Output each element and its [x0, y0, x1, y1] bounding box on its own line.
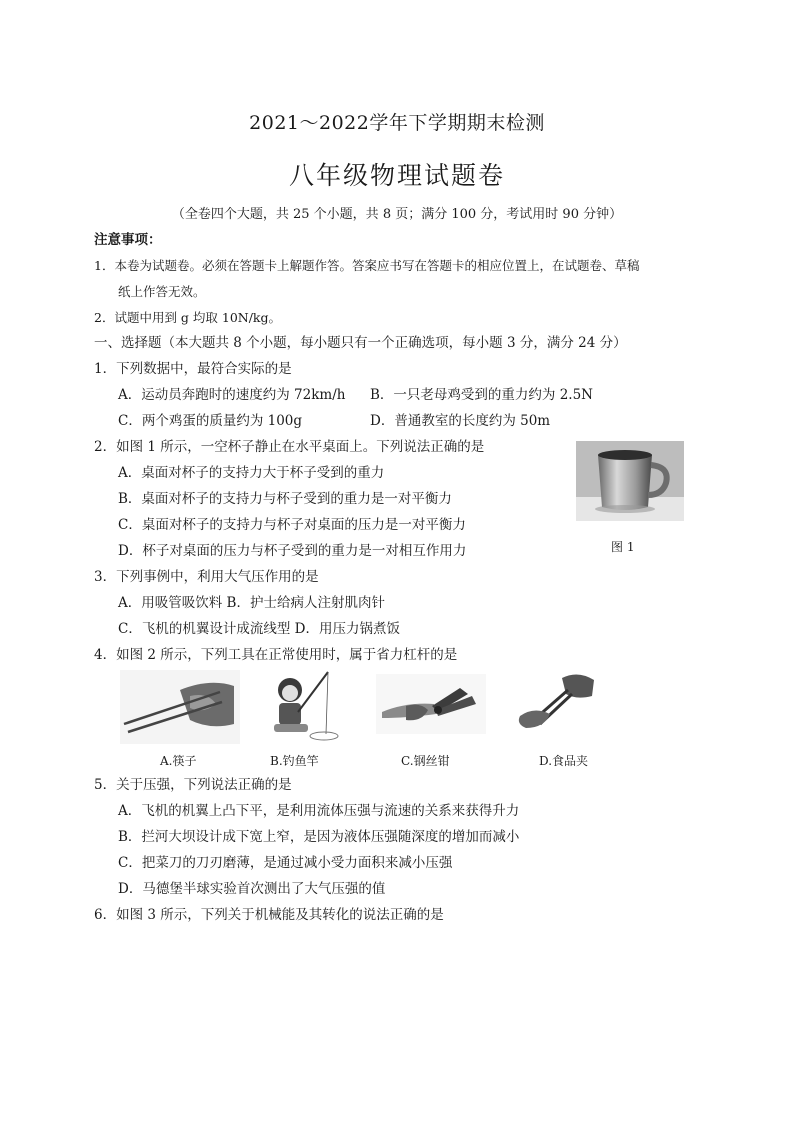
- figure-2-label-d: D.食品夹: [539, 754, 589, 768]
- exam-term-title: 2021～2022学年下学期期末检测: [249, 112, 545, 134]
- q2-option-a: A．桌面对杯子的支持力大于杯子受到的重力: [118, 465, 385, 481]
- q1-option-a: A．运动员奔跑时的速度约为 72km/h: [118, 387, 346, 403]
- note-1-cont: 纸上作答无效。: [118, 284, 206, 299]
- q5-option-b: B．拦河大坝设计成下宽上窄，是因为液体压强随深度的增加而减小: [118, 829, 520, 845]
- q5-option-a: A．飞机的机翼上凸下平，是利用流体压强与流速的关系来获得升力: [118, 803, 520, 819]
- notes-heading: 注意事项：: [94, 232, 162, 248]
- note-1: 1．本卷为试题卷。必须在答题卡上解题作答。答案应书写在答题卡的相应位置上，在试题卷、草稿: [94, 258, 640, 273]
- figure-1-cup-image: [576, 441, 684, 521]
- figure-2-food-tongs-image: [510, 670, 600, 742]
- q2-option-d: D．杯子对桌面的压力与杯子受到的重力是一对相互作用力: [118, 543, 467, 559]
- q3-options-ab: A．用吸管吸饮料 B．护士给病人注射肌肉针: [118, 595, 385, 611]
- q1-option-b: B．一只老母鸡受到的重力约为 2.5N: [370, 387, 593, 403]
- q2-option-b: B．桌面对杯子的支持力与杯子受到的重力是一对平衡力: [118, 491, 452, 507]
- q6-stem: 6．如图 3 所示，下列关于机械能及其转化的说法正确的是: [94, 907, 444, 923]
- q1-stem: 1．下列数据中，最符合实际的是: [94, 361, 292, 377]
- exam-paper-title: 八年级物理试题卷: [288, 161, 505, 190]
- q5-stem: 5．关于压强，下列说法正确的是: [94, 777, 292, 793]
- q4-stem: 4．如图 2 所示，下列工具在正常使用时，属于省力杠杆的是: [94, 647, 458, 663]
- exam-subtitle: （全卷四个大题，共 25 个小题，共 8 页；满分 100 分，考试用时 90 分钟）: [171, 207, 623, 222]
- figure-2-pliers-image: [376, 674, 486, 734]
- figure-2-fishing-rod-image: [266, 668, 346, 746]
- figure-2-label-b: B.钓鱼竿: [270, 754, 319, 768]
- q3-stem: 3．下列事例中，利用大气压作用的是: [94, 569, 319, 585]
- q2-stem: 2．如图 1 所示，一空杯子静止在水平桌面上。下列说法正确的是: [94, 439, 485, 455]
- note-2: 2．试题中用到 g 均取 10N/kg。: [94, 310, 282, 325]
- q5-option-c: C．把菜刀的刀刃磨薄，是通过减小受力面积来减小压强: [118, 855, 453, 871]
- figure-2-chopsticks-image: [120, 670, 240, 744]
- figure-2-label-c: C.钢丝钳: [401, 754, 450, 768]
- q1-option-d: D．普通教室的长度约为 50m: [370, 413, 551, 429]
- q2-option-c: C．桌面对杯子的支持力与杯子对桌面的压力是一对平衡力: [118, 517, 466, 533]
- q3-options-cd: C．飞机的机翼设计成流线型 D．用压力锅煮饭: [118, 621, 400, 637]
- q5-option-d: D．马德堡半球实验首次测出了大气压强的值: [118, 881, 386, 897]
- figure-2-label-a: A.筷子: [160, 754, 197, 768]
- section-1-heading: 一、选择题（本大题共 8 个小题，每小题只有一个正确选项，每小题 3 分，满分 24 分）: [94, 335, 627, 351]
- q1-option-c: C．两个鸡蛋的质量约为 100g: [118, 413, 303, 429]
- figure-1-caption: 图 1: [611, 540, 635, 554]
